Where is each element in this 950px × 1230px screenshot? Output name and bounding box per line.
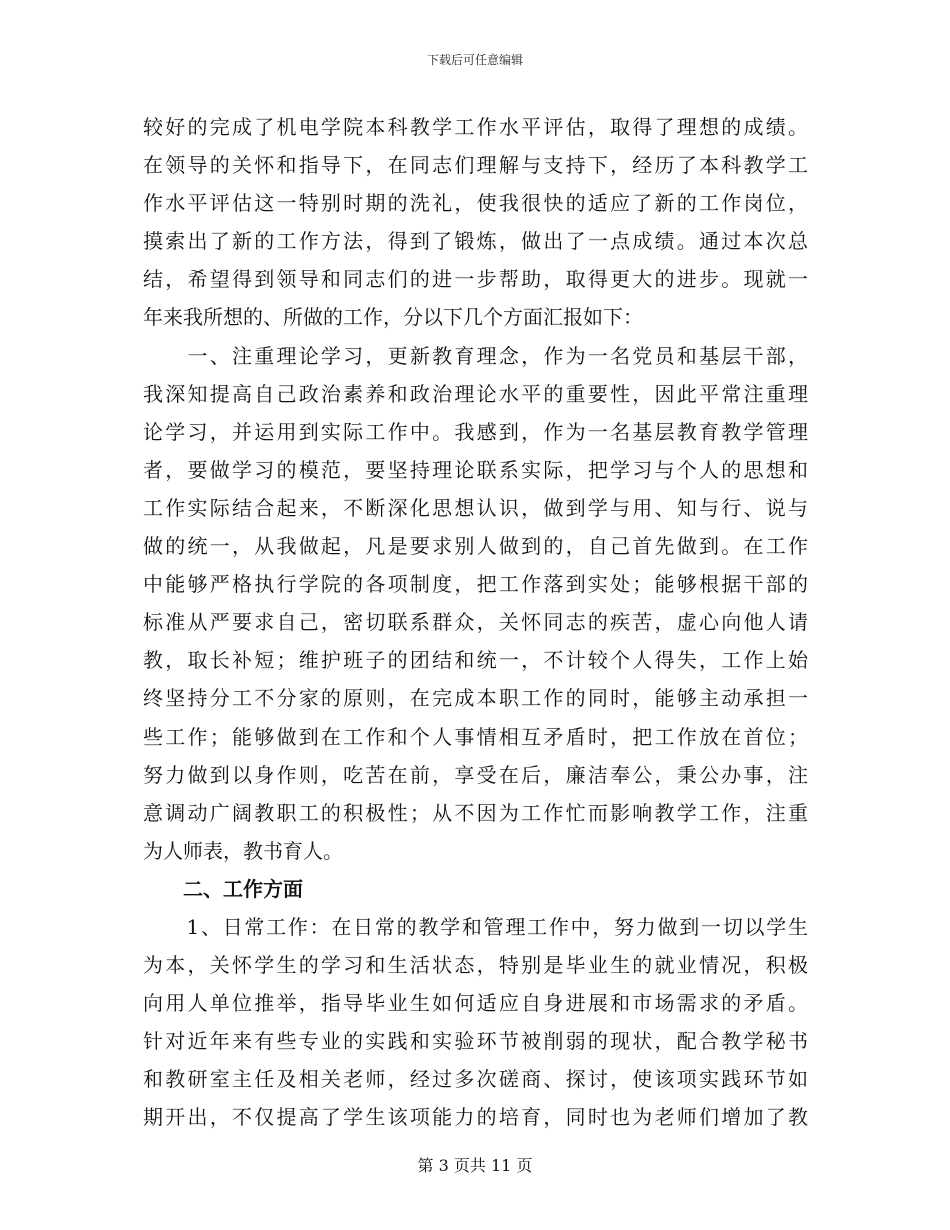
body-line: 一、注重理论学习，更新教育理念，作为一名党员和基层干部，	[143, 343, 808, 368]
body-line: 和教研室主任及相关老师，经过多次磋商、探讨，使该项实践环节如	[143, 1067, 808, 1092]
body-line: 标准从严要求自己，密切联系群众，关怀同志的疾苦，虚心向他人请	[143, 610, 808, 635]
page-footer: 第 3 页共 11 页	[417, 1156, 533, 1175]
document-body	[143, 108, 808, 1137]
section-heading: 二、工作方面	[143, 876, 303, 901]
body-line: 者，要做学习的模范，要坚持理论联系实际，把学习与个人的思想和	[143, 457, 808, 482]
body-line: 较好的完成了机电学院本科教学工作水平评估，取得了理想的成绩。	[143, 115, 808, 139]
body-line: 意调动广阔教职工的积极性；从不因为工作忙而影响教学工作，注重	[143, 800, 808, 825]
body-line: 终坚持分工不分家的原则，在完成本职工作的同时，能够主动承担一	[143, 686, 808, 711]
body-line: 工作实际结合起来，不断深化思想认识，做到学与用、知与行、说与	[143, 495, 808, 520]
page-header: 下载后可任意编辑	[426, 53, 523, 67]
body-line: 摸索出了新的工作方法，得到了锻炼，做出了一点成绩。通过本次总	[143, 229, 808, 254]
body-line: 向用人单位推举，指导毕业生如何适应自身进展和市场需求的矛盾。	[143, 991, 808, 1016]
body-line: 期开出，不仅提高了学生该项能力的培育，同时也为老师们增加了教	[143, 1105, 808, 1130]
body-line: 结，希望得到领导和同志们的进一步帮助，取得更大的进步。现就一	[143, 267, 808, 292]
body-line: 我深知提高自己政治素养和政治理论水平的重要性，因此平常注重理	[143, 381, 808, 406]
body-line: 论学习，并运用到实际工作中。我感到，作为一名基层教育教学管理	[143, 419, 808, 444]
body-line: 中能够严格执行学院的各项制度，把工作落到实处；能够根据干部的	[143, 572, 808, 597]
body-line: 努力做到以身作则，吃苦在前，享受在后，廉洁奉公，秉公办事，注	[143, 762, 808, 787]
body-line: 在领导的关怀和指导下，在同志们理解与支持下，经历了本科教学工	[143, 153, 808, 178]
body-line: 年来我所想的、所做的工作，分以下几个方面汇报如下：	[143, 305, 643, 330]
body-line: 做的统一，从我做起，凡是要求别人做到的，自己首先做到。在工作	[143, 534, 808, 559]
body-line: 作水平评估这一特别时期的洗礼，使我很快的适应了新的工作岗位，	[143, 191, 808, 216]
body-line: 些工作；能够做到在工作和个人事情相互矛盾时，把工作放在首位；	[143, 724, 808, 749]
body-line: 1、日常工作：在日常的教学和管理工作中，努力做到一切以学生	[143, 914, 808, 939]
body-line: 为人师表，教书育人。	[143, 838, 343, 863]
body-line: 为本，关怀学生的学习和生活状态，特别是毕业生的就业情况，积极	[143, 953, 808, 978]
body-line: 教，取长补短；维护班子的团结和统一，不计较个人得失，工作上始	[143, 648, 808, 673]
body-line: 针对近年来有些专业的实践和实验环节被削弱的现状，配合教学秘书	[143, 1029, 808, 1054]
